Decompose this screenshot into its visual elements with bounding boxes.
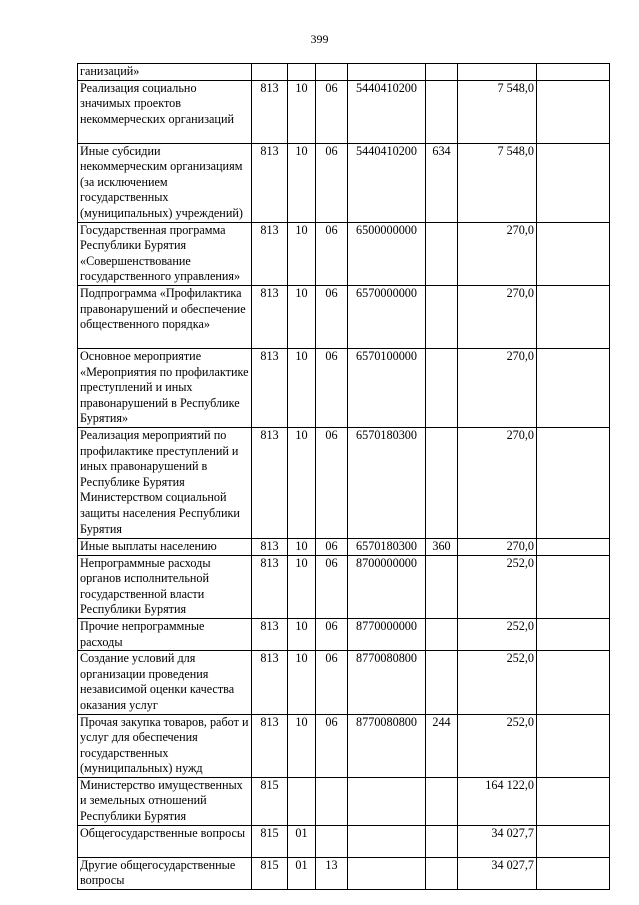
target-article-cell: 8700000000: [348, 555, 426, 618]
ministry-code-cell: 815: [252, 825, 288, 857]
row-name-cell: Непрограммные расходы органов исполнительной государственной власти Республики Бурятия: [78, 555, 252, 618]
table-row: [78, 825, 610, 857]
table-row: [78, 427, 610, 538]
row-name-cell: Подпрограмма «Профилактика правонарушений и обеспечение общественного порядка»: [78, 285, 252, 348]
expense-type-cell: 360: [426, 538, 458, 555]
row-name-cell: ганизаций»: [78, 64, 252, 81]
row-name-cell: Иные субсидии некоммерческим организациям (за исключением государственных (муниципальных) учреждений): [78, 143, 252, 222]
empty-cell: [537, 714, 610, 777]
target-article-cell: [348, 825, 426, 857]
expense-type-cell: [426, 618, 458, 650]
target-article-cell: 6570180300: [348, 538, 426, 555]
ministry-code-cell: 813: [252, 143, 288, 222]
row-name-cell: Общегосударственные вопросы: [78, 825, 252, 857]
amount-cell: 270,0: [458, 222, 537, 285]
ministry-code-cell: 813: [252, 714, 288, 777]
empty-cell: [537, 80, 610, 143]
ministry-code-cell: 813: [252, 348, 288, 427]
row-name-cell: Прочая закупка товаров, работ и услуг для обеспечения государственных (муниципальных) нужд: [78, 714, 252, 777]
empty-cell: [537, 222, 610, 285]
table-row: [78, 618, 610, 650]
row-name-cell: Реализация социально значимых проектов некоммерческих организаций: [78, 80, 252, 143]
amount-cell: 270,0: [458, 285, 537, 348]
table-row: [78, 777, 610, 825]
expense-type-cell: [426, 651, 458, 714]
empty-cell: [537, 64, 610, 81]
section-code-cell: 10: [288, 714, 316, 777]
row-name-cell: Прочие непрограммные расходы: [78, 618, 252, 650]
expense-type-cell: 244: [426, 714, 458, 777]
expense-type-cell: [426, 555, 458, 618]
ministry-code-cell: 813: [252, 427, 288, 538]
amount-cell: 252,0: [458, 714, 537, 777]
budget-table: [77, 63, 610, 890]
subsection-code-cell: 06: [316, 538, 348, 555]
section-code-cell: 01: [288, 857, 316, 889]
section-code-cell: 10: [288, 618, 316, 650]
amount-cell: 270,0: [458, 427, 537, 538]
table-row: [78, 555, 610, 618]
subsection-code-cell: 06: [316, 555, 348, 618]
table-row: [78, 222, 610, 285]
subsection-code-cell: 06: [316, 714, 348, 777]
amount-cell: 252,0: [458, 651, 537, 714]
subsection-code-cell: 06: [316, 348, 348, 427]
amount-cell: 34 027,7: [458, 857, 537, 889]
empty-cell: [537, 857, 610, 889]
subsection-code-cell: 06: [316, 427, 348, 538]
expense-type-cell: [426, 222, 458, 285]
amount-cell: 7 548,0: [458, 143, 537, 222]
ministry-code-cell: 813: [252, 285, 288, 348]
section-code-cell: 10: [288, 222, 316, 285]
empty-cell: [537, 555, 610, 618]
ministry-code-cell: 813: [252, 555, 288, 618]
section-code-cell: 10: [288, 538, 316, 555]
row-name-cell: Иные выплаты населению: [78, 538, 252, 555]
subsection-code-cell: 13: [316, 857, 348, 889]
empty-cell: [537, 348, 610, 427]
target-article-cell: 6570100000: [348, 348, 426, 427]
row-name-cell: Министерство имущественных и земельных отношений Республики Бурятия: [78, 777, 252, 825]
table-row: [78, 143, 610, 222]
row-name-cell: Основное мероприятие «Мероприятия по профилактике преступлений и иных правонарушений в Республике Бурятия»: [78, 348, 252, 427]
target-article-cell: [348, 857, 426, 889]
table-row: [78, 651, 610, 714]
subsection-code-cell: 06: [316, 618, 348, 650]
empty-cell: [537, 651, 610, 714]
section-code-cell: 10: [288, 348, 316, 427]
table-row: [78, 714, 610, 777]
target-article-cell: 5440410200: [348, 143, 426, 222]
table-row: [78, 538, 610, 555]
expense-type-cell: [426, 64, 458, 81]
expense-type-cell: [426, 777, 458, 825]
subsection-code-cell: 06: [316, 651, 348, 714]
section-code-cell: [288, 64, 316, 81]
table-row: [78, 285, 610, 348]
table-row: [78, 64, 610, 81]
amount-cell: 252,0: [458, 555, 537, 618]
section-code-cell: 10: [288, 427, 316, 538]
empty-cell: [537, 618, 610, 650]
ministry-code-cell: [252, 64, 288, 81]
subsection-code-cell: [316, 777, 348, 825]
ministry-code-cell: 813: [252, 80, 288, 143]
target-article-cell: 8770000000: [348, 618, 426, 650]
subsection-code-cell: [316, 825, 348, 857]
amount-cell: 34 027,7: [458, 825, 537, 857]
ministry-code-cell: 815: [252, 857, 288, 889]
section-code-cell: 10: [288, 651, 316, 714]
target-article-cell: [348, 777, 426, 825]
target-article-cell: 6500000000: [348, 222, 426, 285]
expense-type-cell: [426, 857, 458, 889]
target-article-cell: 5440410200: [348, 80, 426, 143]
ministry-code-cell: 815: [252, 777, 288, 825]
empty-cell: [537, 777, 610, 825]
expense-type-cell: [426, 285, 458, 348]
table-row: [78, 80, 610, 143]
subsection-code-cell: 06: [316, 285, 348, 348]
empty-cell: [537, 285, 610, 348]
subsection-code-cell: 06: [316, 222, 348, 285]
amount-cell: 164 122,0: [458, 777, 537, 825]
amount-cell: 270,0: [458, 348, 537, 427]
target-article-cell: [348, 64, 426, 81]
expense-type-cell: [426, 427, 458, 538]
ministry-code-cell: 813: [252, 618, 288, 650]
page-number: 399: [310, 32, 329, 46]
empty-cell: [537, 538, 610, 555]
target-article-cell: 8770080800: [348, 651, 426, 714]
section-code-cell: 10: [288, 143, 316, 222]
expense-type-cell: [426, 348, 458, 427]
table-row: [78, 348, 610, 427]
subsection-code-cell: 06: [316, 80, 348, 143]
section-code-cell: [288, 777, 316, 825]
amount-cell: 7 548,0: [458, 80, 537, 143]
empty-cell: [537, 427, 610, 538]
amount-cell: [458, 64, 537, 81]
ministry-code-cell: 813: [252, 538, 288, 555]
subsection-code-cell: [316, 64, 348, 81]
expense-type-cell: [426, 825, 458, 857]
target-article-cell: 6570000000: [348, 285, 426, 348]
empty-cell: [537, 825, 610, 857]
row-name-cell: Государственная программа Республики Бурятия «Совершенствование государственного управления»: [78, 222, 252, 285]
row-name-cell: Реализация мероприятий по профилактике преступлений и иных правонарушений в Республике Бурятия Министерством социальной защиты населения Республики Бурятия: [78, 427, 252, 538]
section-code-cell: 10: [288, 285, 316, 348]
row-name-cell: Создание условий для организации проведения независимой оценки качества оказания услуг: [78, 651, 252, 714]
section-code-cell: 10: [288, 80, 316, 143]
expense-type-cell: 634: [426, 143, 458, 222]
subsection-code-cell: 06: [316, 143, 348, 222]
table-row: [78, 857, 610, 889]
section-code-cell: 10: [288, 555, 316, 618]
ministry-code-cell: 813: [252, 222, 288, 285]
amount-cell: 270,0: [458, 538, 537, 555]
target-article-cell: 6570180300: [348, 427, 426, 538]
section-code-cell: 01: [288, 825, 316, 857]
row-name-cell: Другие общегосударственные вопросы: [78, 857, 252, 889]
expense-type-cell: [426, 80, 458, 143]
ministry-code-cell: 813: [252, 651, 288, 714]
empty-cell: [537, 143, 610, 222]
amount-cell: 252,0: [458, 618, 537, 650]
target-article-cell: 8770080800: [348, 714, 426, 777]
